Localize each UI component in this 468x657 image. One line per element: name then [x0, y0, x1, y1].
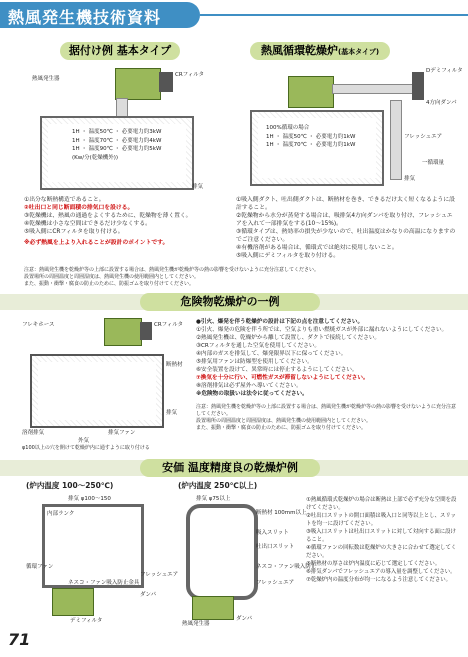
point-item: ⑦乾燥炉内の温度分布が均一になるよう注意してください。	[306, 577, 451, 583]
footnote-line: また、振動・衝撃・腐食の防止のために、防振ゴムを取り付けてください。	[24, 281, 195, 287]
one-ton-label: 一循環量	[422, 160, 445, 166]
point-item: ①出分な断熱構造であること。	[24, 197, 105, 203]
footnote-line: また、振動・衝撃・腐食の防止のために、防振ゴムを取り付けてください。	[196, 425, 367, 431]
left-subtitle: (炉内温度 100～250℃)	[26, 481, 114, 490]
circ-oven-body	[250, 110, 384, 186]
point-item: ⑤吸入側にデミフィルタを取り付ける。	[236, 253, 340, 259]
circ-temp-table	[266, 124, 355, 150]
point-item: ⑤吸入側にCRフィルタを取り付ける。	[24, 229, 124, 235]
hot-air-generator-unit	[115, 68, 161, 100]
temp-line: 100%循環の場合	[266, 125, 310, 131]
section1-right-title: 熱風循環乾燥炉	[260, 44, 338, 57]
damper-label: ダンパ	[236, 616, 253, 622]
demi-label: デミフィルタ	[70, 618, 103, 624]
point-item: ●引火、爆発を伴う乾燥炉の設計は下記の点を注意してください。	[196, 319, 364, 325]
diagram-low-temp	[20, 492, 179, 624]
oven-body	[40, 116, 194, 190]
insul-label: 断熱材 100mm以上	[256, 510, 307, 516]
damper-label: ダンパ	[140, 592, 157, 598]
hole-label: 排気 φ100～150	[68, 496, 111, 502]
point-item: ※危険物の取扱いは法令に従ってください。	[196, 391, 308, 397]
flex-hose-label: フレキホース	[22, 322, 55, 328]
fresh-air-label: 外気	[78, 438, 90, 444]
temp-line: 1H ・ 温度90℃ ・ 必要電力約5kW	[72, 146, 162, 152]
point-item: ④循環ファンの回転数は乾燥炉の大きさに合わせて選定してください。	[306, 545, 457, 559]
section3-title: 安価 温度精度良の乾燥炉例	[140, 459, 320, 477]
high-temp-oven	[186, 504, 258, 600]
return-duct	[332, 84, 414, 94]
low-temp-oven	[42, 504, 144, 588]
point-item: ③CRフィルタを通した空気を使用してください。	[196, 343, 321, 349]
point-item: ⑤断熱材の厚さは炉内温度に応じて選定してください。	[306, 561, 441, 567]
point-item: ⑦換気を十分に行い、可燃性ガスが滞留しないようにしてください。	[196, 375, 369, 381]
section1-left-title: 据付け例 基本タイプ	[60, 42, 180, 60]
hazard-generator-unit	[104, 318, 142, 346]
point-item: ①熱風循環式乾燥炉の場合は断熱は上部で必ず充分な空間を設けてください。	[306, 497, 457, 511]
high-temp-generator	[192, 596, 234, 620]
point-item: ⑧溶剤排気は必ず屋外へ導いてください。	[196, 383, 302, 389]
fresh-air-label: フレッシュエア	[404, 134, 443, 140]
section2-footnote	[196, 404, 458, 432]
temp-line: (Kw/分(乾燥機外))	[72, 154, 119, 161]
point-item: ③循環タイプは、熱効率の損失が少ないので、吐出温度はかなりの高温になりますのでご注意ください。	[236, 229, 456, 243]
hazard-cr-filter	[140, 322, 152, 340]
point-item: ⑥安全装置を設けて、異常時には停止するようにしてください。	[196, 367, 358, 373]
page-number: 71	[8, 630, 31, 649]
point-item: ⑥排気ダンパでフレッシュエアの導入量を調整してください。	[306, 569, 456, 575]
demi-filter-unit	[412, 72, 424, 100]
right-subtitle: (炉内温度 250℃以上)	[178, 481, 258, 490]
insulation-label: 断熱材	[166, 362, 183, 368]
section1-right-points	[236, 196, 458, 260]
fresh-label: フレッシュエア	[256, 580, 295, 586]
section3-points	[306, 496, 458, 584]
demi-filter-label: Dデミフィルタ	[426, 68, 463, 74]
exhaust-fan-label: 排気ファン	[108, 430, 136, 436]
point-item: ⑤排気用ファンは防爆型を使用してください。	[196, 359, 313, 365]
hazard-cr-label: CRフィルタ	[154, 322, 184, 328]
hazard-oven-body	[30, 354, 164, 428]
fan-label: 循環ファン	[26, 564, 54, 570]
point-item: ①引火、爆発の危険を伴う所では、空気よりも重い燃焼ガスが外部に漏れないようにしてください。	[196, 327, 448, 333]
section1-left-points	[24, 196, 224, 247]
low-temp-generator	[52, 588, 94, 616]
point-item: ②吐出口と同じ断面積の排気口を設ける。	[24, 205, 134, 211]
note-label: ネスコ・ファン吸入防止金具	[68, 580, 140, 586]
section1-footnote	[24, 267, 319, 288]
high-exhaust-label: 排気 φ75以上	[196, 496, 231, 502]
hot-air-gen-label: 熱風発生器	[32, 76, 60, 82]
footnote-line: 設置場所の周囲温度と周囲湿度は、熱風発生機の使用範囲内としてください。	[196, 418, 372, 424]
point-item: ④乾燥機は小さな空間はできるだけ少なくする。	[24, 221, 151, 227]
page-header	[0, 0, 468, 30]
diagram-circulation	[240, 62, 463, 197]
point-item: ②熱風発生機は、乾燥炉から離して設置し、ダクトで接続してください。	[196, 335, 381, 341]
inner-label: 内部ランク	[47, 511, 75, 517]
gen-label: 熱風発生器	[182, 621, 210, 627]
point-item: ②吐出口スリットの開口面積は吸入口と同等以上とし、スリットを均一に設けてください。	[306, 513, 456, 527]
fresh-label: フレッシュエア	[140, 572, 179, 578]
page-title: 熱風発生機技術資料	[8, 8, 162, 27]
temp-line: 1H ・ 温度70℃ ・ 必要電力約1kW	[266, 142, 356, 148]
header-rule	[200, 14, 468, 16]
hazard-exhaust-label: 排気	[166, 410, 178, 416]
point-item: ③吸入口スリットは吐出口スリットに対して対向する面に設けること。	[306, 529, 456, 543]
temp-line: 1H ・ 温度50℃ ・ 必要電力約3kW	[72, 129, 162, 135]
hazard-oven-interior	[38, 362, 156, 420]
hole-note: φ100以上の穴を開けて乾燥炉内に通すように取り付ける	[22, 445, 150, 451]
diagram-basic-type	[20, 62, 220, 197]
circulation-generator-unit	[288, 76, 334, 108]
temp-table	[72, 128, 161, 162]
supply-duct	[116, 98, 128, 118]
diagram-high-temp	[176, 492, 317, 627]
cr-filter-unit	[159, 72, 173, 92]
point-item: ③乾燥機は、熱風の通過をよくするために、乾燥物を薄く置く。	[24, 213, 192, 219]
outlet-label: 吐出口スリット	[256, 544, 295, 550]
exhaust-label: 排気	[192, 184, 204, 190]
temp-line: 1H ・ 温度50℃ ・ 必要電力約1kW	[266, 133, 356, 140]
section1-right-subtitle: (基本タイプ)	[337, 48, 380, 56]
point-item: ①吸入側ダクト、吐出側ダクトは、断熱材を巻き、できるだけ太く短くなるように設計すること。	[236, 197, 455, 211]
solvent-label: 溶剤排気	[22, 430, 45, 436]
footnote-line: 注意：熱風発生機を乾燥炉等の上部に設置する場合は、熱風発生機が乾燥炉等の熱の影響を受けないように充分注意してください。	[24, 267, 320, 273]
temp-line: 1H ・ 温度70℃ ・ 必要電力約4kW	[72, 137, 162, 144]
section1-right-title-box	[250, 42, 390, 60]
side-duct	[390, 100, 402, 180]
diagram-hazard-oven	[18, 316, 188, 454]
cr-filter-label: CRフィルタ	[175, 72, 205, 78]
point-item: ②乾燥物から水分が蒸発する場合は、吸排気4方向ダンパを取り付け、フレッシュエアを入れて一部排気をする(10～15%)。	[236, 213, 453, 227]
point-item: ④有機溶剤がある場合は、循環式では絶対に使用しないこと。	[236, 245, 398, 251]
design-point-note: ※必ず熱風を上より入れることが設計のポイントです。	[24, 240, 169, 246]
footnote-line: 設置場所の周囲温度と周囲湿度は、熱風発生機の使用範囲内としてください。	[24, 274, 200, 280]
point-item: ④内部のガスを排気して、爆発限界以下に保ってください。	[196, 351, 347, 357]
suction-label: 吸入スリット	[256, 530, 289, 536]
section2-title: 危険物乾燥炉の一例	[140, 293, 320, 311]
footnote-line: 注意：熱風発生機を乾燥炉等の上部に設置する場合は、熱風発生機が乾燥炉等の熱の影響を受けないように充分注意してください。	[196, 404, 457, 417]
note-label: ネスコ・ファン吸入防止	[256, 564, 317, 570]
circ-exhaust-label: 排気	[404, 176, 416, 182]
section2-points	[196, 318, 458, 398]
damper-label: 4方向ダンパ	[426, 100, 457, 106]
